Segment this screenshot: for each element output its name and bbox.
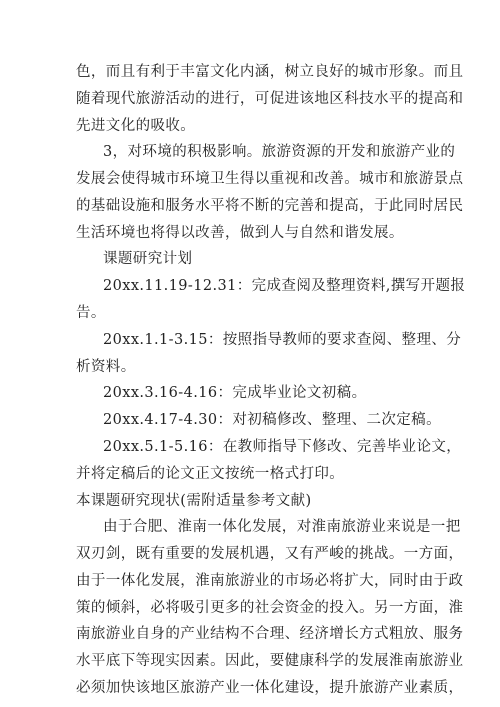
- text-line-11: 20xx.1.1-3.15：按照指导教师的要求查阅、整理、分: [103, 332, 462, 348]
- text-line-7: 生活环境也将得以改善，做到人与自然和谐发展。: [76, 225, 404, 241]
- text-line-9: 20xx.11.19-12.31：完成查阅及整理资料,撰写开题报: [103, 278, 466, 294]
- text-line-6: 的基础设施和服务水平将不断的完善和提高，于此同时居民: [76, 198, 464, 214]
- text-line-22: 南旅游业自身的产业结构不合理、经济增长方式粗放、服务: [76, 626, 464, 642]
- section-heading-status: 本课题研究现状(需附适量参考文献): [76, 493, 312, 509]
- text-line-20: 由于一体化发展，淮南旅游业的市场必将扩大，同时由于政: [76, 573, 464, 589]
- text-line-2: 随着现代旅游活动的进行，可促进该地区科技水平的提高和: [76, 91, 464, 107]
- text-line-3: 先进文化的吸收。: [76, 118, 196, 134]
- text-line-18: 由于合肥、淮南一体化发展，对淮南旅游业来说是一把: [103, 519, 461, 535]
- text-line-24: 必须加快该地区旅游产业一体化建设，提升旅游产业素质，: [76, 680, 464, 696]
- text-line-21: 策的倾斜，必将吸引更多的社会资金的投入。另一方面，淮: [76, 600, 464, 616]
- text-line-10: 告。: [76, 305, 106, 321]
- text-line-16: 并将定稿后的论文正文按统一格式打印。: [76, 466, 345, 482]
- text-line-13: 20xx.3.16-4.16：完成毕业论文初稿。: [103, 385, 367, 401]
- text-line-14: 20xx.4.17-4.30：对初稿修改、整理、二次定稿。: [103, 412, 441, 428]
- section-heading-plan: 课题研究计划: [103, 251, 193, 267]
- text-line-4: 3，对环境的积极影响。旅游资源的开发和旅游产业的: [103, 144, 456, 160]
- text-line-5: 发展会使得城市环境卫生得以重视和改善。城市和旅游景点: [76, 171, 464, 187]
- text-line-1: 色，而且有利于丰富文化内涵，树立良好的城市形象。而且: [76, 64, 464, 80]
- text-line-23: 水平底下等现实因素。因此，要健康科学的发展淮南旅游业: [76, 653, 464, 669]
- text-line-15: 20xx.5.1-5.16：在教师指导下修改、完善毕业论文，: [103, 439, 462, 455]
- text-line-12: 析资料。: [76, 359, 136, 375]
- text-line-19: 双刃剑，既有重要的发展机遇，又有严峻的挑战。一方面，: [76, 546, 464, 562]
